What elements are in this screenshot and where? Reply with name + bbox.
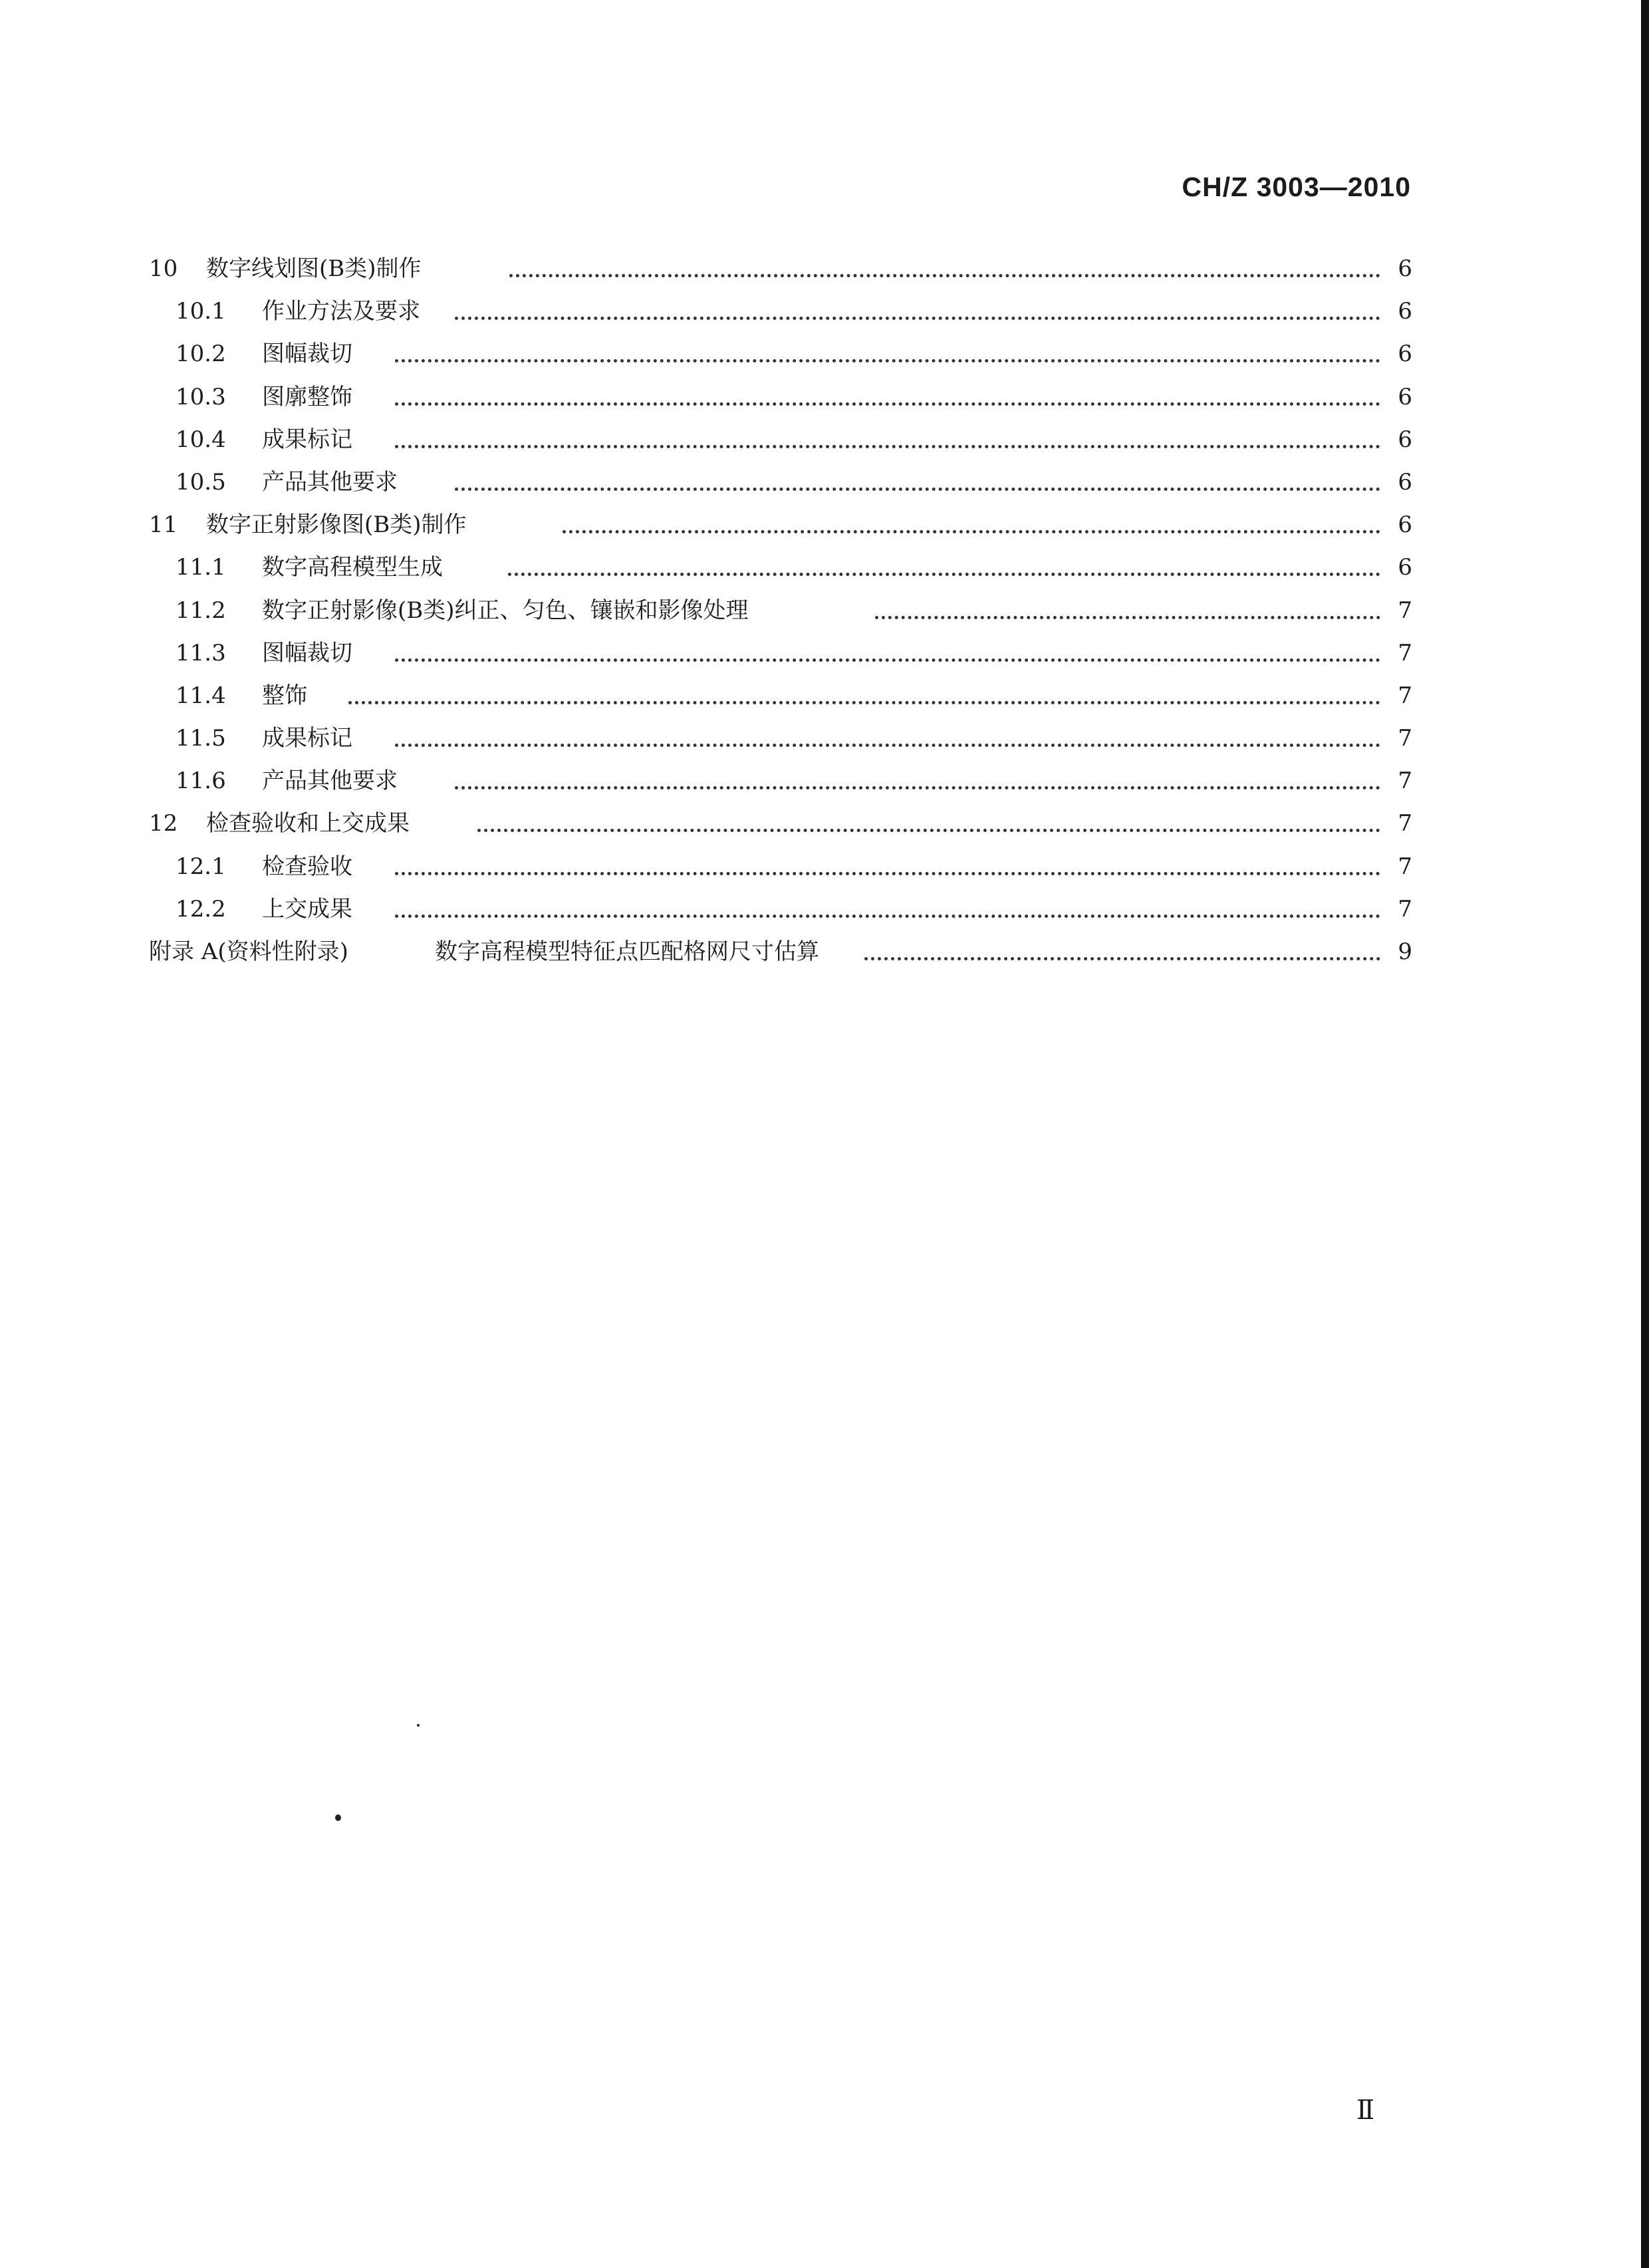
toc-entry-number: 10 xyxy=(149,255,178,282)
toc-entry-title: 成果标记 xyxy=(262,426,352,453)
page-number: Ⅱ xyxy=(1356,2095,1375,2126)
toc-entry xyxy=(149,503,1412,546)
toc-entry-title: 产品其他要求 xyxy=(262,768,398,795)
dot-leader xyxy=(395,402,1380,406)
toc-entry-number: 11.4 xyxy=(176,682,226,709)
toc-entry-title: 产品其他要求 xyxy=(262,468,398,496)
toc-entry-page: 6 xyxy=(1398,255,1412,282)
dot-leader xyxy=(509,274,1380,277)
toc-entry-number: 10.2 xyxy=(176,341,226,368)
toc-entry xyxy=(149,589,1412,632)
toc-entry-number: 11.6 xyxy=(176,768,226,795)
dot-leader xyxy=(395,445,1380,448)
toc-entry-number: 10.4 xyxy=(176,426,226,453)
toc-entry-page: 7 xyxy=(1398,597,1412,624)
toc-entry xyxy=(149,333,1412,375)
toc-entry-title: 成果标记 xyxy=(262,725,352,752)
toc-entry xyxy=(149,461,1412,503)
toc-entry-title: 数字线划图(B类)制作 xyxy=(206,255,422,282)
toc-entry-title: 数字正射影像(B类)纠正、匀色、镶嵌和影像处理 xyxy=(262,597,749,624)
dot-leader xyxy=(348,701,1380,704)
toc-entry-title: 检查验收和上交成果 xyxy=(206,810,410,837)
dot-leader xyxy=(875,616,1380,619)
toc-entry-number: 12 xyxy=(149,810,178,837)
toc-entry-page: 7 xyxy=(1398,810,1412,837)
toc-entry xyxy=(149,418,1412,461)
dot-leader xyxy=(395,744,1380,747)
page-edge-border xyxy=(1641,0,1649,2268)
toc-entry-number: 11 xyxy=(149,511,178,539)
toc-entry-page: 6 xyxy=(1398,468,1412,496)
toc-entry-title: 图幅裁切 xyxy=(262,639,352,666)
toc-entry-page: 6 xyxy=(1398,554,1412,581)
dot-leader xyxy=(864,957,1380,960)
toc-entry-page: 7 xyxy=(1398,725,1412,752)
toc-entry-page: 6 xyxy=(1398,341,1412,368)
toc-entry-number: 11.1 xyxy=(176,554,226,581)
toc-entry xyxy=(149,888,1412,930)
dot-leader xyxy=(477,829,1380,832)
toc-entry-title: 图廓整饰 xyxy=(262,383,352,410)
toc-entry-title: 检查验收 xyxy=(262,853,352,880)
toc-entry xyxy=(149,290,1412,333)
toc-entry-page: 6 xyxy=(1398,298,1412,325)
toc-entry-title: 上交成果 xyxy=(262,895,352,922)
scan-speck xyxy=(953,917,955,919)
dot-leader xyxy=(395,658,1380,662)
toc-entry-page: 6 xyxy=(1398,426,1412,453)
toc-entry-number: 11.3 xyxy=(176,639,226,666)
dot-leader xyxy=(508,573,1380,576)
toc-entry-number: 10.1 xyxy=(176,298,226,325)
toc-entry xyxy=(149,674,1412,717)
toc-entry xyxy=(149,845,1412,888)
toc-entry xyxy=(149,247,1412,290)
standard-code: CH/Z 3003—2010 xyxy=(1182,172,1411,202)
toc-entry-title: 数字高程模型特征点匹配格网尺寸估算 xyxy=(435,938,819,965)
toc-entry-number: 附录 A(资料性附录) xyxy=(149,938,348,965)
toc-entry xyxy=(149,376,1412,418)
toc-entry-page: 7 xyxy=(1398,768,1412,795)
toc-entry-page: 9 xyxy=(1398,938,1412,965)
scan-speck xyxy=(417,1724,420,1727)
dot-leader xyxy=(455,488,1380,491)
toc-entry-page: 7 xyxy=(1398,682,1412,709)
toc-entry-title: 数字正射影像图(B类)制作 xyxy=(206,511,467,539)
dot-leader xyxy=(455,317,1380,320)
dot-leader xyxy=(455,786,1380,789)
table-of-contents xyxy=(149,247,1412,973)
toc-entry-number: 11.2 xyxy=(176,597,226,624)
toc-entry-page: 6 xyxy=(1398,511,1412,539)
toc-entry-page: 7 xyxy=(1398,853,1412,880)
toc-entry-title: 数字高程模型生成 xyxy=(262,554,443,581)
dot-leader xyxy=(563,530,1380,533)
toc-entry-title: 图幅裁切 xyxy=(262,341,352,368)
toc-entry-page: 6 xyxy=(1398,383,1412,410)
toc-entry-number: 12.2 xyxy=(176,895,226,922)
toc-entry-appendix xyxy=(149,930,1412,973)
scan-speck xyxy=(335,1814,341,1821)
toc-entry-number: 12.1 xyxy=(176,853,226,880)
toc-entry xyxy=(149,802,1412,845)
dot-leader xyxy=(395,915,1380,918)
toc-entry-number: 10.5 xyxy=(176,468,226,496)
toc-entry-number: 10.3 xyxy=(176,383,226,410)
toc-entry-page: 7 xyxy=(1398,895,1412,922)
toc-entry xyxy=(149,632,1412,674)
toc-entry xyxy=(149,546,1412,589)
toc-entry-number: 11.5 xyxy=(176,725,226,752)
dot-leader xyxy=(395,872,1380,875)
toc-entry-page: 7 xyxy=(1398,639,1412,666)
toc-entry-title: 整饰 xyxy=(262,682,307,709)
toc-entry xyxy=(149,760,1412,802)
toc-entry-title: 作业方法及要求 xyxy=(262,298,420,325)
toc-entry xyxy=(149,717,1412,760)
dot-leader xyxy=(395,359,1380,362)
